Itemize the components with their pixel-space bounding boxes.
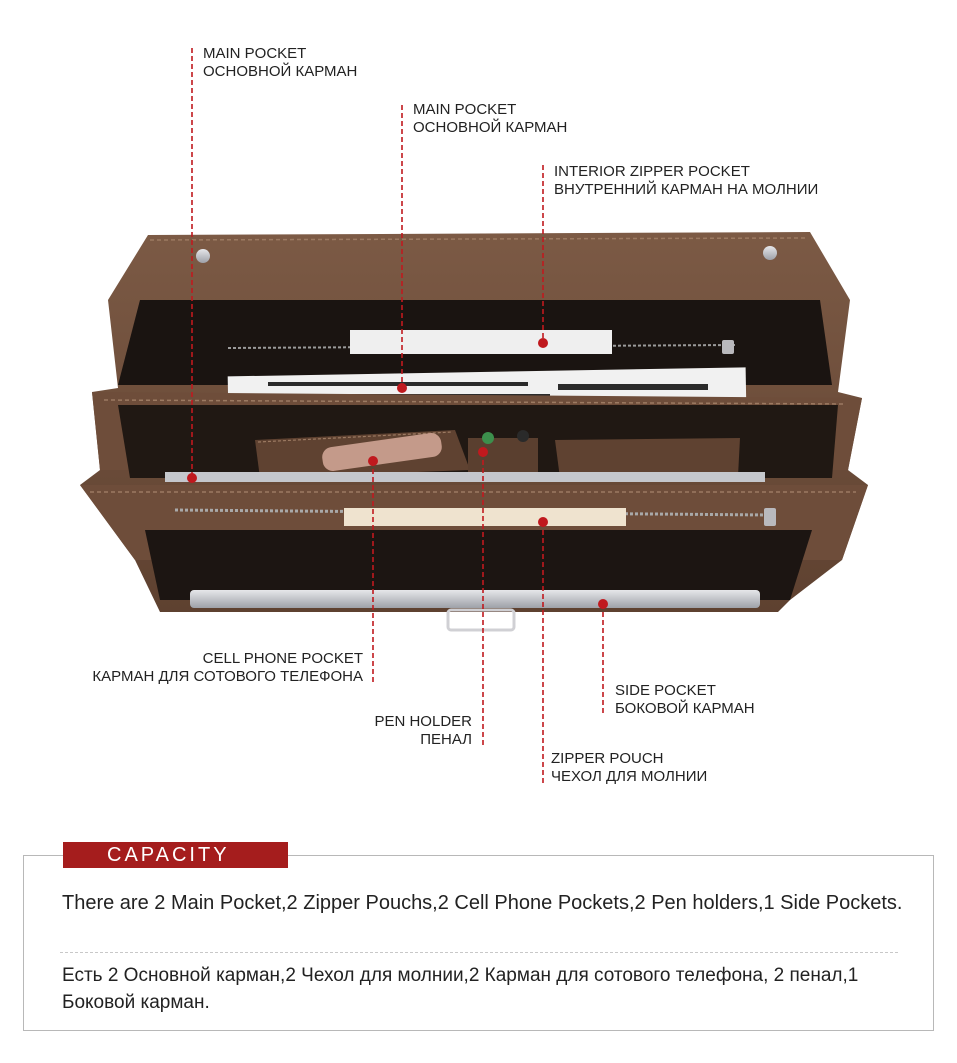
- paper-item: [350, 330, 612, 354]
- callout-ru: ЧЕХОЛ ДЛЯ МОЛНИИ: [551, 768, 708, 785]
- snap-button-left-icon: [196, 249, 210, 263]
- callout-en: INTERIOR ZIPPER POCKET: [554, 163, 750, 180]
- callout-cell-phone-pocket: [80, 650, 363, 686]
- callout-ru: КАРМАН ДЛЯ СОТОВОГО ТЕЛЕФОНА: [92, 668, 363, 685]
- snap-button-right-icon: [763, 246, 777, 260]
- callout-en: ZIPPER POUCH: [551, 750, 664, 767]
- briefcase-body: [80, 232, 868, 630]
- callout-en: SIDE POCKET: [615, 682, 716, 699]
- callout-dot: [538, 517, 548, 527]
- callout-main-pocket-2: [413, 101, 567, 137]
- callout-dot: [538, 338, 548, 348]
- capacity-divider: [60, 952, 898, 953]
- callout-main-pocket-1: [203, 45, 357, 81]
- pen-cap-icon: [482, 432, 494, 444]
- callout-ru: ОСНОВНОЙ КАРМАН: [413, 119, 568, 136]
- callout-dot: [368, 456, 378, 466]
- callout-dot: [397, 383, 407, 393]
- laptop-item: [165, 472, 765, 482]
- zipper-pull-icon: [722, 340, 734, 354]
- callout-zipper-pouch: [551, 750, 707, 786]
- callout-side-pocket: [615, 682, 755, 718]
- notebook-item: [344, 508, 626, 526]
- capacity-text-ru: Есть 2 Основной карман,2 Чехол для молнии,2 Карман для сотового телефона, 2 пенал,1 Боковой карман.: [62, 965, 859, 1013]
- callout-ru: ПЕНАЛ: [420, 731, 472, 748]
- capacity-heading: CAPACITY: [63, 842, 288, 868]
- callout-ru: БОКОВОЙ КАРМАН: [615, 700, 755, 717]
- callout-en: MAIN POCKET: [413, 101, 517, 118]
- pen-holder-shape: [468, 438, 538, 476]
- callout-ru: ВНУТРЕННИЙ КАРМАН НА МОЛНИИ: [554, 181, 819, 198]
- callout-ru: ОСНОВНОЙ КАРМАН: [203, 63, 358, 80]
- callout-dot: [598, 599, 608, 609]
- callout-pen-holder: [330, 713, 472, 749]
- tablet-item: [190, 590, 760, 608]
- clasp-icon: [448, 610, 514, 630]
- callout-dot: [478, 447, 488, 457]
- callout-en: PEN HOLDER: [374, 713, 472, 730]
- callout-dot: [187, 473, 197, 483]
- callout-en: CELL PHONE POCKET: [202, 650, 363, 667]
- callout-interior-zipper-pocket: [554, 163, 818, 199]
- capacity-text-en: There are 2 Main Pocket,2 Zipper Pouchs,2 Cell Phone Pockets,2 Pen holders,1 Side Pockets.: [62, 892, 903, 914]
- callout-en: MAIN POCKET: [203, 45, 307, 62]
